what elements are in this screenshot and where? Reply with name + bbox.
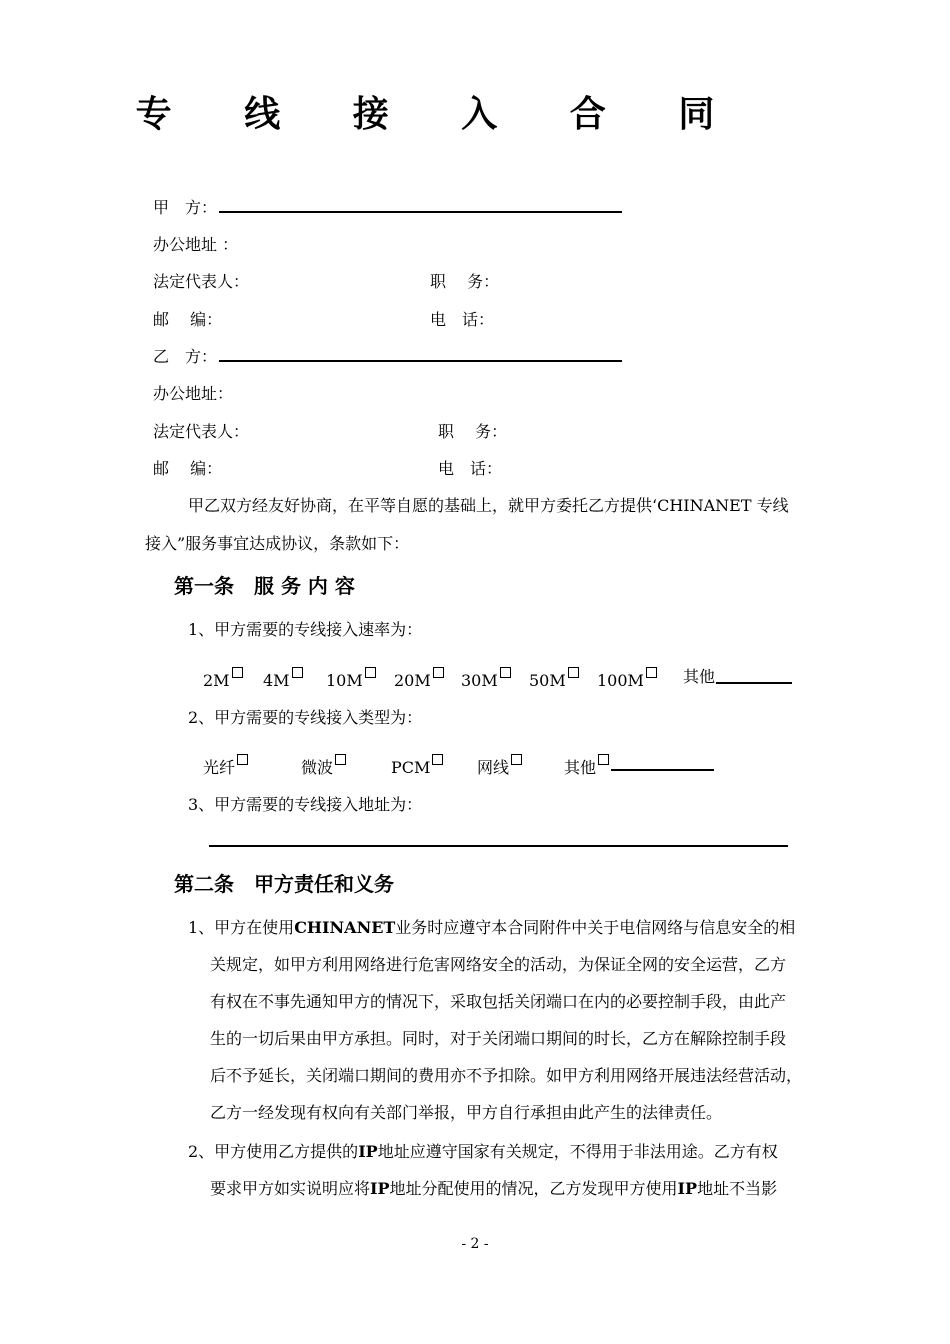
address-line[interactable]: [209, 845, 788, 847]
type-option[interactable]: 光纤: [203, 754, 248, 778]
party-b-address-label: 办公地址：: [153, 384, 234, 403]
clause-2-1-line-1: 1、甲方在使用CHINANET业务时应遵守本合同附件中关于电信网络与信息安全的相: [188, 918, 796, 937]
checkbox-icon[interactable]: [646, 667, 657, 678]
party-a-position-label: 职 务：: [430, 272, 500, 291]
clause-2-1-line-5: 后不予延长，关闭端口期间的费用亦不予扣除。如甲方利用网络开展违法经营活动，: [210, 1066, 803, 1085]
party-b-rep-label: 法定代表人：: [153, 422, 250, 441]
type-other-line[interactable]: [611, 769, 714, 771]
party-a-phone-label: 电 话：: [430, 310, 495, 329]
clause-2-2-line-1: 2、甲方使用乙方提供的IP地址应遵守国家有关规定，不得用于非法用途。乙方有权: [188, 1142, 778, 1161]
party-a-address-label: 办公地址 ：: [153, 235, 239, 254]
speed-option[interactable]: 100M: [597, 667, 657, 691]
checkbox-icon[interactable]: [500, 667, 511, 678]
checkbox-icon[interactable]: [237, 754, 248, 765]
checkbox-icon[interactable]: [511, 754, 522, 765]
party-a-label: 甲 方：: [153, 198, 218, 217]
speed-other-label: 其他: [683, 667, 716, 686]
article-1-heading: 第一条 服 务 内 容: [174, 574, 355, 598]
type-option[interactable]: 其他: [564, 754, 609, 778]
party-a-name-line[interactable]: [219, 211, 622, 213]
clause-2-1-line-2: 关规定，如甲方利用网络进行危害网络安全的活动，为保证全网的安全运营，乙方: [210, 955, 787, 974]
party-b-label: 乙 方：: [153, 347, 218, 366]
party-b-name-line[interactable]: [219, 360, 622, 362]
speed-option[interactable]: 10M: [326, 667, 376, 691]
article-1-q2: 2、甲方需要的专线接入类型为：: [188, 708, 423, 727]
party-b-position-label: 职 务：: [438, 422, 508, 441]
page-number: - 2 -: [461, 1236, 489, 1252]
checkbox-icon[interactable]: [433, 667, 444, 678]
clause-2-1-line-6: 乙方一经发现有权向有关部门举报，甲方自行承担由此产生的法律责任。: [210, 1103, 723, 1122]
clause-2-1-line-4: 生的一切后果由甲方承担。同时，对于关闭端口期间的时长，乙方在解除控制手段: [210, 1029, 787, 1048]
checkbox-icon[interactable]: [432, 754, 443, 765]
speed-option[interactable]: 2M: [203, 667, 243, 691]
clause-2-1-line-3: 有权在不事先通知甲方的情况下，采取包括关闭端口在内的必要控制手段，由此产: [210, 992, 787, 1011]
speed-option[interactable]: 30M: [461, 667, 511, 691]
checkbox-icon[interactable]: [365, 667, 376, 678]
party-b-phone-label: 电 话：: [438, 459, 503, 478]
speed-other-line[interactable]: [716, 682, 792, 684]
party-b-postcode-label: 邮 编：: [153, 459, 223, 478]
party-a-postcode-label: 邮 编：: [153, 310, 223, 329]
speed-option[interactable]: 20M: [394, 667, 444, 691]
party-a-rep-label: 法定代表人：: [153, 272, 250, 291]
speed-option[interactable]: 4M: [263, 667, 303, 691]
checkbox-icon[interactable]: [335, 754, 346, 765]
document-title: 专 线 接 入 合 同: [135, 93, 745, 135]
intro-line-2: 接入”服务事宜达成协议，条款如下：: [145, 534, 410, 553]
clause-2-2-line-2: 要求甲方如实说明应将IP地址分配使用的情况，乙方发现甲方使用IP地址不当影: [210, 1179, 778, 1198]
checkbox-icon[interactable]: [598, 754, 609, 765]
speed-option[interactable]: 50M: [529, 667, 579, 691]
checkbox-icon[interactable]: [232, 667, 243, 678]
type-option[interactable]: PCM: [391, 754, 443, 778]
article-1-q3: 3、甲方需要的专线接入地址为：: [188, 795, 423, 814]
checkbox-icon[interactable]: [292, 667, 303, 678]
intro-line-1: 甲乙双方经友好协商，在平等自愿的基础上，就甲方委托乙方提供‘CHINANET 专线: [188, 496, 789, 515]
type-option[interactable]: 微波: [301, 754, 346, 778]
checkbox-icon[interactable]: [568, 667, 579, 678]
article-1-q1: 1、甲方需要的专线接入速率为：: [188, 620, 423, 639]
type-option[interactable]: 网线: [477, 754, 522, 778]
article-2-heading: 第二条 甲方责任和义务: [174, 872, 394, 896]
